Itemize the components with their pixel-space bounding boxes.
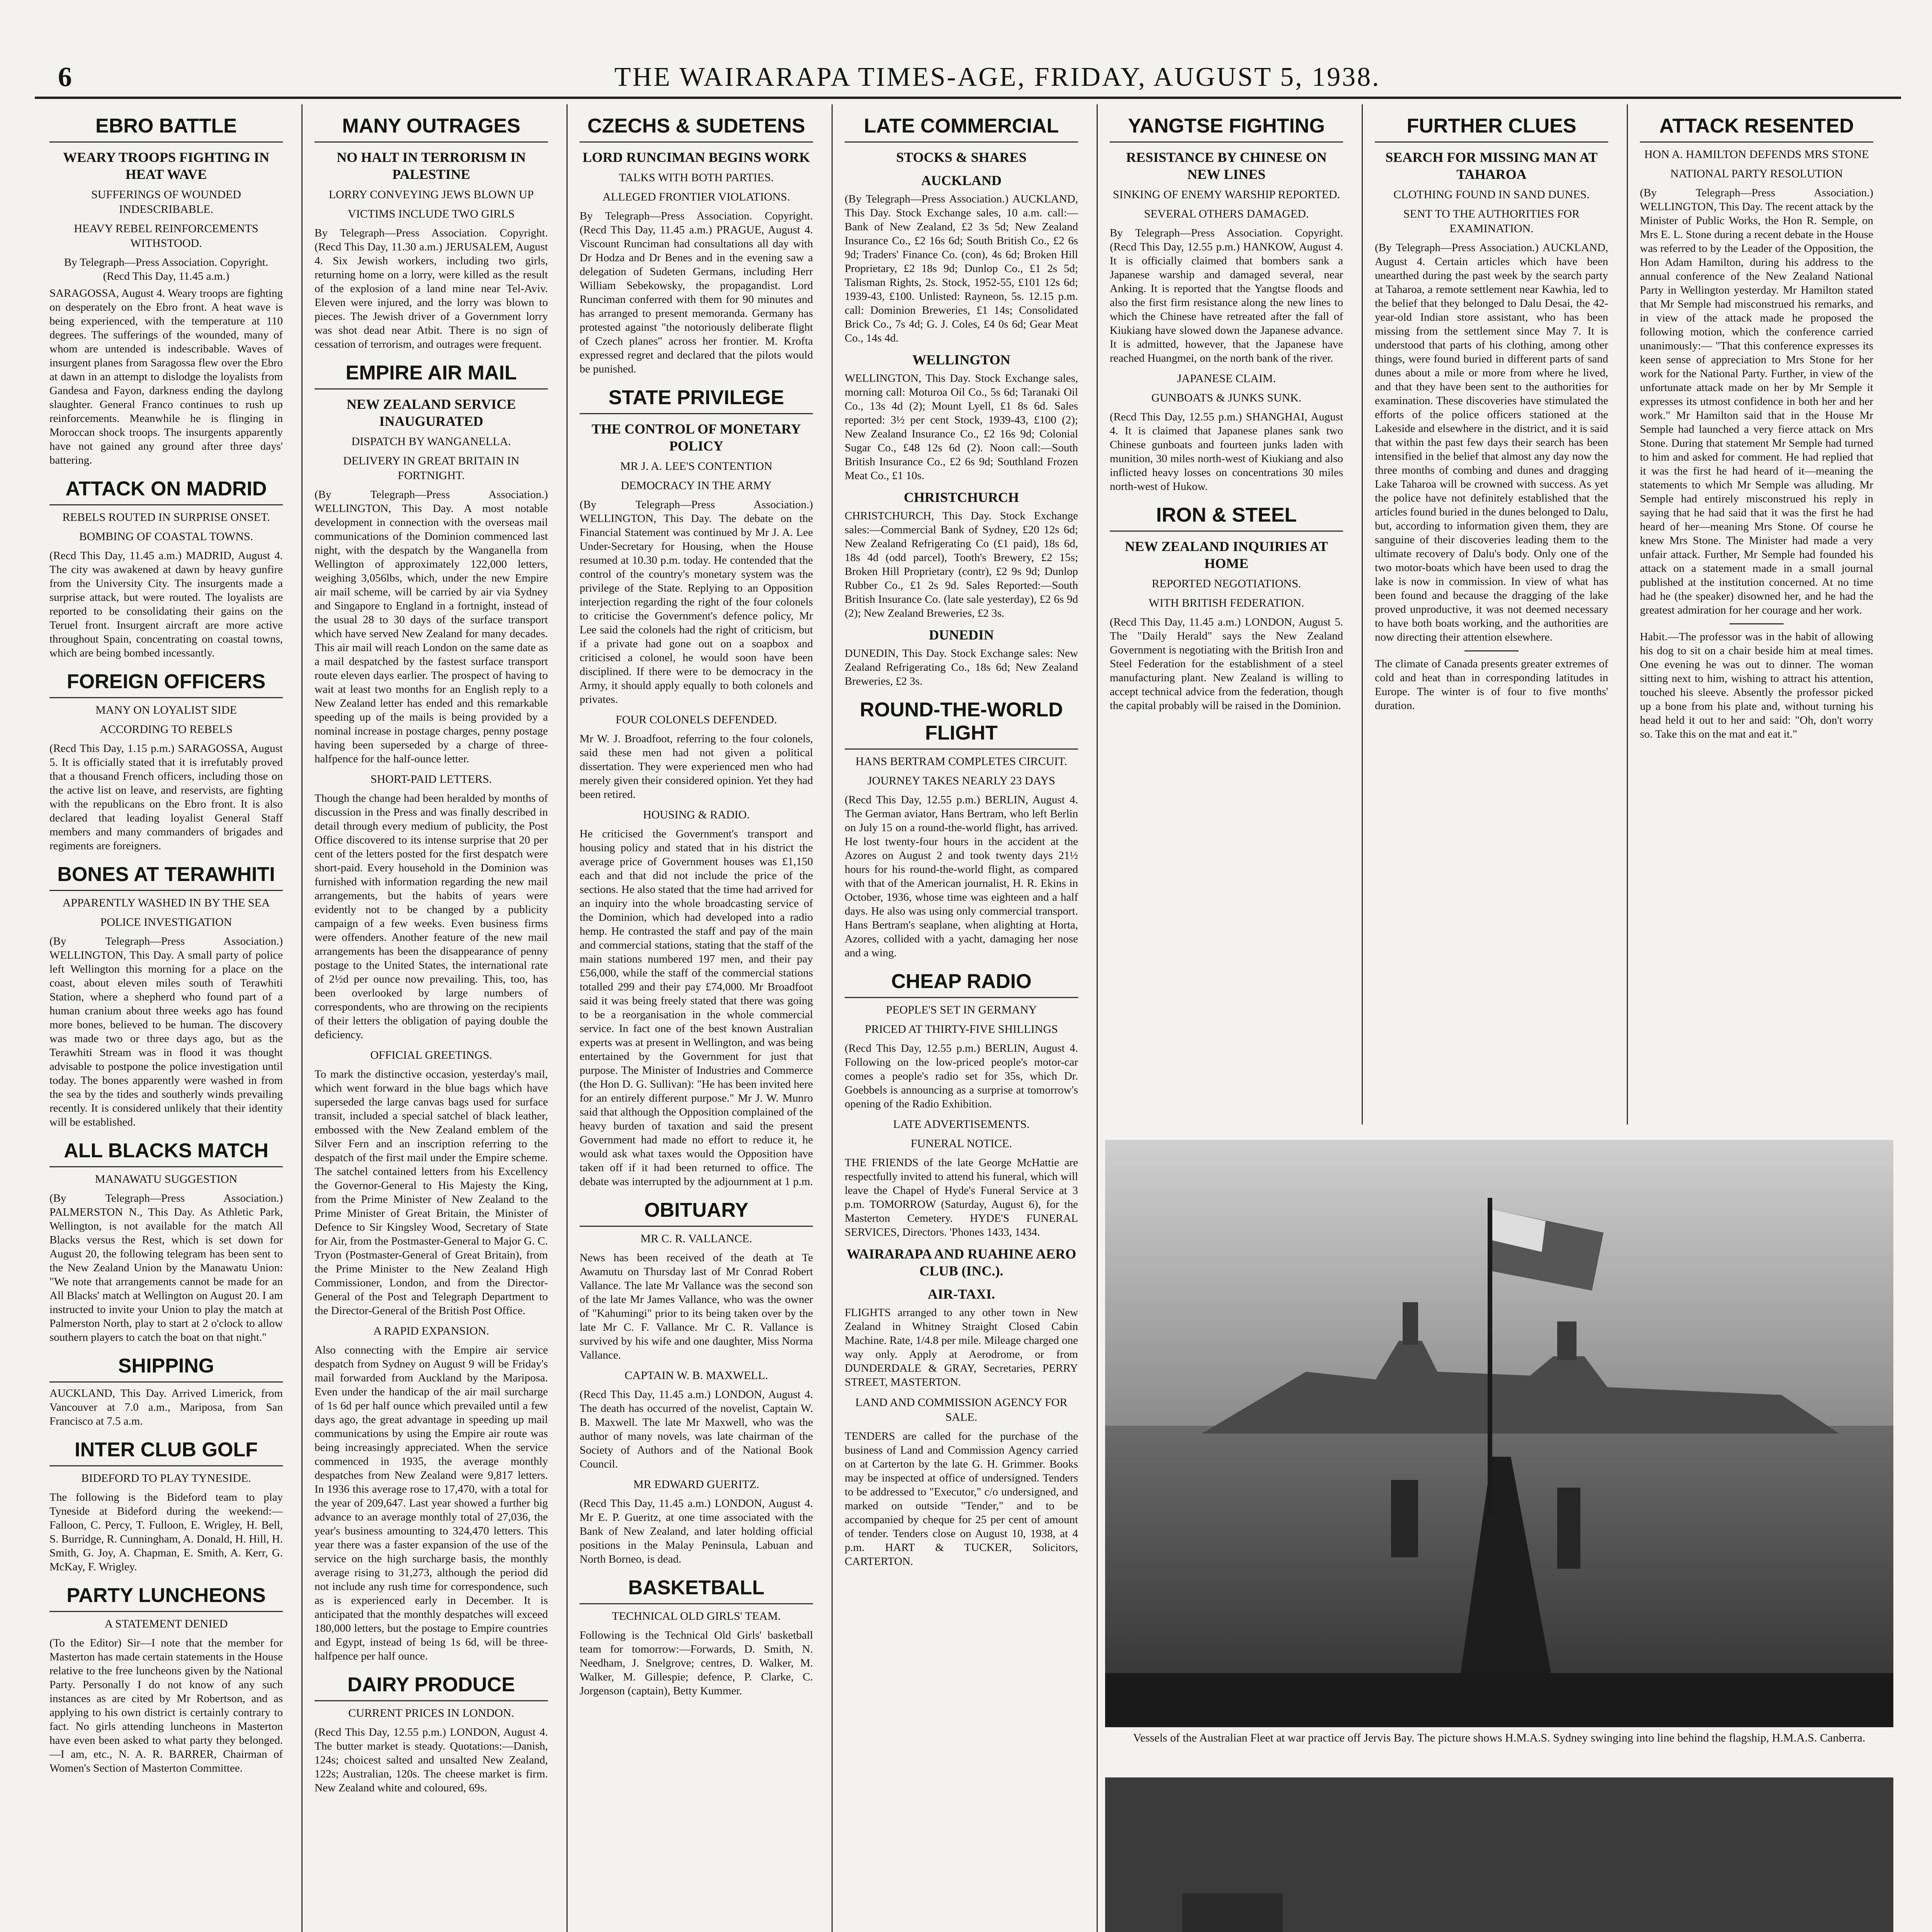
page-number: 6	[58, 61, 72, 92]
navy-photo-image	[1105, 1140, 1893, 1727]
article-body: SARAGOSSA, August 4. Weary troops are fighting on desperately on the Ebro front. A heat wave is being experienced, with the temperature at 110 degrees. The sufferings of the wounded, many of whom are untended is indescribable. Waves of insurgent planes from Saragossa flew over the Ebro at dawn in an attempt to dislodge the loyalists from Gandesa and Fayon, darkness ending the daylong slaughter. General Franco continues to rush up reinforcements. Meanwhile he is flinging in Moroccan shock troops. The insurgents apparently have not gained any ground after three days' battering.	[49, 287, 283, 466]
advertisement: FLIGHTS arranged to any other town in New Zealand in Whitney Straight Closed Cabin Machine. Rate, 1/4.8 per mile. Mileage charged one way only. Apply at Aerodrome, or from DUNDERDALE & GRAY, Secretaries, PERRY STREET, MASTERTON.	[845, 1306, 1078, 1388]
article-body: Mr W. J. Broadfoot, referring to the four colonels, said these men had not given a political dissertation. They were experienced men who had merely given their considered opinion. Yet they had been retired.	[580, 733, 813, 801]
subheading: RESISTANCE BY CHINESE ON NEW LINES	[1126, 150, 1327, 182]
article-body: (By Telegraph—Press Association.) AUCKLAND, August 4. Certain articles which have been unearthed during the past week by the search party at Taharoa, a remote settlement near Kawhia, led to the belief that they belonged to Dalu Desai, the 42-year-old Indian store assistant, who has been missing from the settlement since May 7. It is understood that parts of his clothing, among other things, were found buried in different parts of sand dunes about a mile or more from where he lived, and that they have been sent to the authorities for examination. These discoveries have stimulated the efforts of the police officers stationed at the Lakeside and elsewhere in the district, and it is said that within the past few days their search has been intensified in the belief that almost any day now the three months of combing and dunes and dragging Lake Taharoa will be crowned with success. As yet the police have not definitely established that the articles found buried in the dunes belonged to Dalu, but, according to information given them, they are sanguine of their discoveries leading them to the ultimate recovery of Dalu's body. Only one of the two motor-boats which have been used to drag the lake is now in commission. In view of what has been found and because the dragging of the lake proved unproductive, it was not deemed necessary to have both boats working, and the authorities are now directing their attention elsewhere.	[1375, 242, 1608, 643]
article-body: (Recd This Day, 11.45 a.m.) LONDON, August 5. The "Daily Herald" says the New Zealand Government is negotiating with the British Iron and Steel Federation for the establishment of a steel manufacturing plant. New Zealand is willing to accept technical advice from the federation, though the capital probably will be raised in the Dominion.	[1110, 616, 1343, 712]
subheading: CHRISTCHURCH	[903, 490, 1019, 505]
article-body: Following is the Technical Old Girls' basketball team for tomorrow:—Forwards, D. Smith, N. Needham, J. Snelgrove; centres, D. Walker, M. Walker, M. Gillespie; defence, P. Clarke, C. Jorgenson (captain), Betty Kummer.	[580, 1629, 813, 1697]
subheading: AUCKLAND	[921, 173, 1002, 188]
column-rule	[1362, 104, 1363, 1124]
subheading: WITH BRITISH FEDERATION.	[1148, 597, 1304, 609]
column-1	[43, 104, 290, 1932]
subheading: LORD RUNCIMAN BEGINS WORK	[582, 150, 810, 165]
subheading: SINKING OF ENEMY WARSHIP REPORTED.	[1113, 188, 1340, 201]
column-2	[308, 104, 555, 1932]
subheading: AIR-TAXI.	[927, 1286, 995, 1302]
subheading: DELIVERY IN GREAT BRITAIN IN FORTNIGHT.	[343, 454, 519, 482]
subheading: THE CONTROL OF MONETARY POLICY	[592, 421, 801, 454]
subheading: DUNEDIN	[929, 627, 994, 643]
subheading: MANY ON LOYALIST SIDE	[95, 704, 237, 716]
subheading: HOUSING & RADIO.	[643, 808, 750, 821]
article-body: DUNEDIN, This Day. Stock Exchange sales: New Zealand Refrigerating Co., 18s 6d; New Zealand Breweries, £2 3s.	[845, 647, 1078, 687]
subheading: SENT TO THE AUTHORITIES FOR EXAMINATION.	[1403, 207, 1580, 235]
divider	[1730, 623, 1784, 624]
subheading: DISPATCH BY WANGANELLA.	[351, 435, 511, 448]
subheading: CURRENT PRICES IN LONDON.	[348, 1707, 514, 1719]
column-rule	[1627, 104, 1628, 1124]
article-body: Habit.—The professor was in the habit of allowing his dog to sit on a chair beside him at meal times. One evening he was out to dinner. The woman sitting next to him, wishing to attract his attention, touched his sleeve. Absently the professor picked up a bone from his plate and, without turning his head held it out to her and said: "Oh, don't worry so. Take this on the mat and eat it."	[1640, 631, 1873, 740]
headline: ATTACK RESENTED	[1640, 114, 1873, 143]
navy-photo-caption: Vessels of the Australian Fleet at war practice off Jervis Bay. The picture shows H.M.A.S. Sydney swinging into line behind the flagship, H.M.A.S. Canberra.	[1133, 1731, 1866, 1744]
headline: STATE PRIVILEGE	[580, 386, 813, 414]
subheading: FUNERAL NOTICE.	[910, 1137, 1012, 1150]
subheading: REPORTED NEGOTIATIONS.	[1151, 577, 1301, 590]
column-rule	[301, 104, 303, 1932]
article-body: (By Telegraph—Press Association.) WELLINGTON, This Day. A most notable development in connection with the overseas mail communications of the Dominion commenced last night, with the despatch by the Wanganella from Wellington of approximately 122,000 letters, weighing 3,056lbs, which, under the new Empire air mail scheme, will be carried by air via Sydney and Singapore to England in a fortnight, instead of the usual 28 to 30 days of the surface transport which have served New Zealand for many decades. This air mail will reach London on the same date as a mail despatched by the fastest surface transport route eleven days earlier. The prospect of having to wait at least two months for an English reply to a New Zealand letter has ended and this remarkable speeding up of the mails is being provided by a nominal increase in postage charges, penny postage having been superseded by a charge of three-halfpence for the half-ounce letter.	[315, 488, 548, 765]
headline: YANGTSE FIGHTING	[1110, 114, 1343, 143]
headline: LATE COMMERCIAL	[845, 114, 1078, 143]
subheading: WELLINGTON	[912, 352, 1010, 367]
article-body: Also connecting with the Empire air service despatch from Sydney on August 9 will be Friday's mail forwarded from Auckland by the Mariposa. Even under the handicap of the air mail surcharge of 1s 6d per half ounce which prevailed until a few days ago, the great advantage in speeding up mail communications by using the Empire air route was being increasingly appreciated. When the service commenced in 1935, the average monthly despatches from New Zealand were 9,817 letters. In 1936 this average rose to 17,470, with a total for the year of 209,647. Last year showed a further big advance to an average monthly total of 27,036, the year's business amounting to 324,470 letters. This year there was a faster expansion of the use of the service on the high surcharge basis, the monthly average rising to 31,273, although the period did not include any rush time for correspondence, such as is experienced early in December. It is anticipated that the monthly despatches will exceed 180,000 letters, but the postage to Empire countries and Egypt, instead of being 1s 6d, will be three-halfpence per half ounce.	[315, 1344, 548, 1662]
article-body: (Recd This Day, 12.55 p.m.) BERLIN, August 4. Following on the low-priced people's motor-car comes a people's radio set for 35s, which Dr. Goebbels is announcing as a surprise at tomorrow's opening of the Radio Exhibition.	[845, 1042, 1078, 1110]
article-body: (Recd This Day, 1.15 p.m.) SARAGOSSA, August 5. It is officially stated that it is irrefutably proved that a thousand French officers, including those on the active list on leave, and reservists, are fighting with the republicans on the Ebro front. It is also declared that leading loyalist General Staff members and many commanders of brigades and regiments are foreigners.	[49, 742, 283, 852]
article-body: (By Telegraph—Press Association.) WELLINGTON, This Day. The debate on the Financial Statement was continued by Mr J. A. Lee Under-Secretary for Housing, when the House resumed at 10.30 p.m. today. He contended that the control of the country's monetary system was the privilege of the State. Replying to an Opposition interjection regarding the right of the four colonels to criticise the Government's defence policy, Mr Lee said the colonels had the right of criticism, but if a private had gone out on a soapbox and criticised a colonel, he would soon have been disciplined. If there were to be democracy in the Army, it should apply equally to both colonels and privates.	[580, 498, 813, 706]
article-body: (Recd This Day, 12.55 p.m.) BERLIN, August 4. The German aviator, Hans Bertram, who left Berlin on July 15 on a round-the-world flight, has arrived. He lost twenty-four hours in the accident at the Azores on August 2 and took twenty days 21½ hours for his round-the-world flight, as compared with that of the American journalist, H. R. Ekins in October, 1936, whose time was eighteen and a half days. He also was using only commercial transport. Hans Bertram's seaplane, when alighting at Horta, Azores, collided with a yacht, damaging her nose and a wing.	[845, 794, 1078, 959]
column-5	[1103, 104, 1350, 1124]
headline: EBRO BATTLE	[49, 114, 283, 143]
article-body: (By Telegraph—Press Association.) WELLINGTON, This Day. The recent attack by the Minister of Public Works, the Hon R. Semple, on Mrs E. L. Stone during a recent debate in the House was referred to by the Leader of the Opposition, the Hon Adam Hamilton, during his address to the annual conference of the New Zealand National Party in Wellington yesterday. Mr Hamilton stated that Mr Semple had misconstrued his remarks, and in view of the attack made he proposed the following motion, which the conference carried unanimously:— "That this conference expresses its keen sense of appreciation to Mrs Stone for her work for the National Party. Further, in view of the unfortunate attack made on her by Mr Semple it expresses its utmost confidence in both her and her work." Mr Hamilton said that in the House Mr Semple had launched a very fierce attack on Mrs Stone. During that statement Mr Semple had turned to him and asked for comment. He had replied that it was the first he had heard of it—meaning the statements to which Mr Semple was alluding. Mr Semple had entirely misconstrued his reply in saying that he had said that it was the first he had heard of her—meaning Mrs Stone. Of course he knew Mrs Stone. The Minister had made a very unfair attack. Further, Mr Semple had founded his attack on a statement made in a small journal published at the institution concerned. At no time had he (the speaker) disowned her, and he had the greatest admiration for her courage and her work.	[1640, 187, 1873, 616]
article-body: News has been received of the death at Te Awamutu on Thursday last of Mr Conrad Robert Vallance. The late Mr Vallance was the second son of the late Mr James Vallance, who was the owner of "Kahumingi" prior to its being taken over by the late Mr C. F. Vallance. Mr C. R. Vallance is survived by his wife and one daughter, Miss Norma Vallance.	[580, 1252, 813, 1361]
subheading: WAIRARAPA AND RUAHINE AERO CLUB (INC.).	[846, 1246, 1077, 1279]
subheading: NO HALT IN TERRORISM IN PALESTINE	[337, 150, 526, 182]
article-body: (By Telegraph—Press Association.) PALMERSTON N., This Day. As Athletic Park, Wellington, is not available for the match All Blacks versus the Rest, which is set down for August 20, the following telegram has been sent to the New Zealand Union by the Manawatu Union: "We note that arrangements cannot be made for an All Blacks' match at Wellington on August 20. I am instructed to invite your Union to play the match at Palmerston North, play to start at 2 o'clock to allow southern players to catch the boat on that night."	[49, 1192, 283, 1344]
subheading: TALKS WITH BOTH PARTIES.	[619, 171, 774, 184]
subheading: SEARCH FOR MISSING MAN AT TAHAROA	[1385, 150, 1598, 182]
article-body: To mark the distinctive occasion, yesterday's mail, which went forward in the blue bags which have superseded the large canvas bags used for surface transit, included a special satchel of black leather, embossed with the New Zealand emblem of the Silver Fern and an inscription referring to the despatch of the first mail under the Empire scheme. The satchel contained letters from his Excellency the Governor-General to His Majesty the King, from the Prime Minister of New Zealand to the Prime Minister of Great Britain, the Minister of Defence to Sir Kingsley Wood, Secretary of State for Air, from the Postmaster-General to Major G. C. Tryon (Postmaster-General of Great Britain), from the Prime Minister to the New Zealand High Commissioner, London, and from the Director-General of the Post and Telegraph Department to the Director-General of the British Post Office.	[315, 1068, 548, 1317]
column-7	[1633, 104, 1880, 1124]
article-body: By Telegraph—Press Association. Copyright. (Recd This Day, 11.30 a.m.) JERUSALEM, August 4. Six Jewish workers, including two girls, returning home on a lorry, were killed as the result of the explosion of a land mine near Tel-Aviv. Eleven were injured, and the lorry was blown to pieces. The Jewish driver of a Government lorry was shot dead near Atbit. There is no sign of cessation of terrorism, and outrages were frequent.	[315, 227, 548, 350]
headline: CZECHS & SUDETENS	[580, 114, 813, 143]
subheading: NEW ZEALAND INQUIRIES AT HOME	[1125, 539, 1328, 571]
article-body: (Recd This Day, 12.55 p.m.) LONDON, August 4. The butter market is steady. Quotations:—Danish, 124s; choicest salted and unsalted New Zealand, 122s; Australian, 120s. The cheese market is firm. New Zealand white and coloured, 69s.	[315, 1726, 548, 1794]
article-body: WELLINGTON, This Day. Stock Exchange sales, morning call: Moturoa Oil Co., 5s 6d; Taranaki Oil Co., 13s 4d (2); Mount Lyell, £1 8s 6d. Sales reported: 3½ per cent Stock, 1939-43, £100 (2); New Zealand Insurance Co., £2 16s 9d; Colonial Sugar Co., £48 12s 6d (2). Noon call:—South British Insurance Co., £2 6s 9d; Southland Frozen Meat Co., £1 10s.	[845, 372, 1078, 482]
subheading: SHORT-PAID LETTERS.	[370, 773, 492, 786]
subheading: BIDEFORD TO PLAY TYNESIDE.	[81, 1472, 251, 1485]
newspaper-title: THE WAIRARAPA TIMES-AGE, FRIDAY, AUGUST 5, 1938.	[614, 62, 1381, 92]
subheading: LORRY CONVEYING JEWS BLOWN UP	[328, 188, 534, 201]
subheading: GUNBOATS & JUNKS SUNK.	[1151, 391, 1302, 404]
article-body: CHRISTCHURCH, This Day. Stock Exchange sales:—Commercial Bank of Sydney, £20 12s 6d; New Zealand Refrigerating Co (£1 paid), 18s 6d, 18s 4d (odd parcel), Tooth's Brewery, £2 15s; Broken Hill Proprietary (contr), £2 9s 9d; Dunlop Rubber Co., £1 2s 9d. Sales Reported:—South British Insurance Co. (late sale yesterday), £2 6s 9d (2); New Zealand Breweries, £2 3s.	[845, 510, 1078, 619]
subheading: ALLEGED FRONTIER VIOLATIONS.	[602, 190, 790, 203]
subheading: APPARENTLY WASHED IN BY THE SEA	[62, 896, 270, 909]
article-body: The following is the Bideford team to play Tyneside at Bideford during the weekend:—Falloon, C. Percy, T. Fulloon, E. Wrigley, H. Bell, S. Burridge, R. Cunningham, A. Donald, H. Hill, H. Smith, G. Joy, A. Chapman, E. Smith, A. Kerr, G. McKay, F. Wrigley.	[49, 1491, 283, 1573]
headline: MANY OUTRAGES	[315, 114, 548, 143]
subheading: PRICED AT THIRTY-FIVE SHILLINGS	[865, 1023, 1058, 1036]
headline: ATTACK ON MADRID	[49, 477, 283, 505]
article-body: (To the Editor) Sir—I note that the member for Masterton has made certain statements in the House relative to the free luncheons given by the National Party. Personally I do not know of any such instances as are cited by Mr Robertson, and as applying to his own district is certainly contrary to fact. No girls attending luncheons in Masterton have even been asked to what party they belonged.—I am, etc., N. A. R. BARRER, Chairman of Women's Section of Masterton Committee.	[49, 1637, 283, 1774]
column-4	[838, 104, 1085, 1932]
rugby-photo-image	[1105, 1777, 1893, 1932]
article-body: (Recd This Day, 11.45 a.m.) LONDON, August 4. The death has occurred of the novelist, Captain W. B. Maxwell. The late Mr Maxwell, who was the author of many novels, was late chairman of the Society of Authors and of the National Book Council.	[580, 1388, 813, 1470]
article-body: By Telegraph—Press Association. Copyright. (Recd This Day, 12.55 p.m.) HANKOW, August 4. It is officially claimed that bombers sank a Japanese warship and damaged several, near Anking. It is reported that the Yangtse floods and also the first firm resistance along the new lines to which the Chinese have retreated after the fall of Kiukiang have slowed down the Japanese advance. It is admitted, however, that the Japanese have reached Huangmei, on the north bank of the river.	[1110, 227, 1343, 364]
subheading: LAND AND COMMISSION AGENCY FOR SALE.	[855, 1396, 1068, 1423]
subheading: ACCORDING TO REBELS	[100, 723, 233, 736]
subheading: OFFICIAL GREETINGS.	[370, 1049, 492, 1061]
article-body: (Recd This Day, 11.45 a.m.) LONDON, August 4. Mr E. P. Gueritz, at one time associated with the Bank of New Zealand, and later holding official positions in the Malay Peninsula, Labuan and North Borneo, is dead.	[580, 1497, 813, 1565]
subheading: TECHNICAL OLD GIRLS' TEAM.	[612, 1610, 781, 1622]
subheading: JAPANESE CLAIM.	[1177, 372, 1276, 385]
article-body: Though the change had been heralded by months of discussion in the Press and was finally described in detail through every medium of publicity, the Post Office discovered to its intense surprise that 20 per cent of the letters posted for the first despatch were short-paid. Every household in the Dominion was furnished with information regarding the new mail arrangements, but the habits of years were evidently not to be changed by a publicity campaign of a few weeks. Even business firms were offenders. Another feature of the new mail arrangements has been the disappearance of penny postage to the United States, the international rate of 2½d per ounce now prevailing. This, too, has been overlooked by large numbers of correspondents, who are throwing on the recipients of their letters the obligation of paying double the deficiency.	[315, 792, 548, 1041]
subheading: NATIONAL PARTY RESOLUTION	[1670, 167, 1843, 180]
headline: ROUND-THE-WORLD FLIGHT	[845, 698, 1078, 750]
subheading: HEAVY REBEL REINFORCEMENTS WITHSTOOD.	[74, 222, 259, 250]
subheading: VICTIMS INCLUDE TWO GIRLS	[348, 207, 515, 220]
article-body: The climate of Canada presents greater extremes of cold and heat than in corresponding latitudes in Europe. The winter is of four to five months' duration.	[1375, 658, 1608, 712]
subheading: MR EDWARD GUERITZ.	[633, 1478, 759, 1491]
headline: SHIPPING	[49, 1354, 283, 1383]
headline: FURTHER CLUES	[1375, 114, 1608, 143]
article-body: He criticised the Government's transport and housing policy and stated that in his district the average price of Government houses was £1,150 each and that did not include the price of the sections. He also stated that the time had arrived for an inquiry into the whole broadcasting service of the Dominion, which had developed into a radio hemp. He contrasted the staff and pay of the main and commercial stations, stating that the staff of the main stations numbered 197 men, and their pay £56,000, while the staff of the commercial stations totalled 299 and their pay £74,000. Mr Broadfoot said it was being freely stated that there was going to be a reorganisation in the whole commercial service. In fact one of the best known Australian experts was at present in Wellington, and was being entertained by the Government for just that purpose. The Minister of Industries and Commerce (the Hon D. G. Sullivan): "He has been invited here for an entirely different purpose." Mr J. W. Munro said that although the Opposition complained of the heavy burden of taxation and said the present Government had made no effort to reduce it, he would ask what taxes would the Opposition have taken off if it had been returned to office. The debate was interrupted by the adjournment at 1 p.m.	[580, 828, 813, 1188]
subheading: A STATEMENT DENIED	[104, 1617, 228, 1630]
subheading: MR C. R. VALLANCE.	[640, 1232, 752, 1245]
subheading: LATE ADVERTISEMENTS.	[893, 1118, 1030, 1131]
headline: INTER CLUB GOLF	[49, 1438, 283, 1466]
byline: By Telegraph—Press Association. Copyright. (Recd This Day, 11.45 a.m.)	[64, 256, 269, 282]
headline: BASKETBALL	[580, 1576, 813, 1604]
subheading: A RAPID EXPANSION.	[373, 1325, 489, 1337]
article-body: (Recd This Day, 11.45 a.m.) MADRID, August 4. The city was awakened at dawn by heavy gunfire from the University City. The insurgents made a surprise attack, but were routed. The loyalists are reported to be consolidating their gains on the Teruel front. Insurgent aircraft are more active throughout Spain, concentrating on coastal towns, which are being bombed incessantly.	[49, 549, 283, 659]
headline: PARTY LUNCHEONS	[49, 1584, 283, 1612]
subheading: JOURNEY TAKES NEARLY 23 DAYS	[867, 774, 1055, 787]
column-rule	[566, 104, 568, 1932]
article-body: (By Telegraph—Press Association.) AUCKLAND, This Day. Stock Exchange sales, 10 a.m. call:—Bank of New Zealand, £2 3s 5d; New Zealand Insurance Co., £2 16s 6d; South British Co., £2 6s 9d; Traders' Finance Co. (con), 4s 6d; Broken Hill Proprietary, £2 18s 9d; Dunlop Co., £1 2s 5d; Talisman Rights, 2s. Stock, 1952-55, £101 12s 6d; 1939-43, £100. Unlisted: Rayneon, 5s. 12.15 p.m. call: Dominion Breweries, £1 14s; Consolidated Brick Co., 7s 4d; G. J. Coles, £4 0s 6d; Gear Meat Co., 14s 4d.	[845, 193, 1078, 344]
subheading: POLICE INVESTIGATION	[100, 916, 232, 929]
rugby-photo	[1105, 1777, 1893, 1932]
column-3	[573, 104, 820, 1932]
article-body: (By Telegraph—Press Association.) WELLINGTON, This Day. A small party of police left Wellington this morning for a place on the coast, about eleven miles south of Terawhiti Station, where a shepherd who found part of a human cranium about three weeks ago has found more bones, believed to be human. The discovery was made two or three days ago, but as the Terawhiti Stream was in flood it was thought advisable to postpone the police investigation until today. The bones apparently were washed in from the sea by the tides and southerly winds prevailing recently. It is considered unlikely that their identity will be established.	[49, 935, 283, 1128]
headline: BONES AT TERAWHITI	[49, 863, 283, 891]
subheading: STOCKS & SHARES	[896, 150, 1027, 165]
headline: OBITUARY	[580, 1199, 813, 1227]
article-body: (Recd This Day, 12.55 p.m.) SHANGHAI, August 4. It is claimed that Japanese planes sank two Chinese gunboats and fourteen junks laden with munition, 30 miles north-west of Kiukiang and also inflicted heavy losses on concentrations 30 miles north-west of Hukow.	[1110, 411, 1343, 493]
subheading: FOUR COLONELS DEFENDED.	[616, 713, 777, 726]
subheading: SEVERAL OTHERS DAMAGED.	[1144, 207, 1309, 220]
subheading: BOMBING OF COASTAL TOWNS.	[79, 530, 253, 543]
subheading: MANAWATU SUGGESTION	[95, 1173, 238, 1185]
advertisement: TENDERS are called for the purchase of the business of Land and Commission Agency carried on at Carterton by the late G. H. Grimmer. Books may be inspected at office of undersigned. Tenders to be addressed to "Executor," c/o undersigned, and marked on outside "Tender," and to be accompanied by cheque for 25 per cent of amount of tender. Tenders close on August 10, 1938, at 4 p.m. HART & TUCKER, Solicitors, CARTERTON.	[845, 1430, 1078, 1568]
subheading: HON A. HAMILTON DEFENDS MRS STONE	[1644, 148, 1869, 161]
headline: IRON & STEEL	[1110, 503, 1343, 532]
subheading: CAPTAIN W. B. MAXWELL.	[624, 1369, 768, 1382]
headline: CHEAP RADIO	[845, 970, 1078, 998]
subheading: SUFFERINGS OF WOUNDED INDESCRIBABLE.	[91, 188, 241, 216]
divider	[1464, 650, 1519, 651]
column-6	[1368, 104, 1615, 1124]
column-rule	[832, 104, 833, 1932]
subheading: NEW ZEALAND SERVICE INAUGURATED	[346, 396, 516, 429]
article-body: By Telegraph—Press Association. Copyright. (Recd This Day, 11.45 a.m.) PRAGUE, August 4. Viscount Runciman had consultations all day with Dr Hodza and Dr Benes and in the evening saw a delegation of Sudeten Germans, including Herr William Sebekowsky, the propagandist. Lord Runciman conferred with them for 90 minutes and has arranged to present memoranda. Germany has protested against "the notoriously deliberate flight of Czech planes" across her frontier. M. Krofta expressed regret and declared that the pilots would be punished.	[580, 210, 813, 375]
column-rule	[1097, 104, 1098, 1932]
headline: EMPIRE AIR MAIL	[315, 361, 548, 389]
subheading: MR J. A. LEE'S CONTENTION	[620, 460, 772, 473]
headline: DAIRY PRODUCE	[315, 1673, 548, 1701]
advertisement: THE FRIENDS of the late George McHattie are respectfully invited to attend his funeral, which will leave the Chapel of Hyde's Funeral Service at 3 p.m. TOMORROW (Saturday, August 6), for the Masterton Cemetery. HYDE'S FUNERAL SERVICES, Directors. 'Phones 1433, 1434.	[845, 1156, 1078, 1238]
subheading: WEARY TROOPS FIGHTING IN HEAT WAVE	[63, 150, 269, 182]
subheading: CLOTHING FOUND IN SAND DUNES.	[1393, 188, 1590, 201]
subheading: HANS BERTRAM COMPLETES CIRCUIT.	[855, 755, 1067, 768]
headline: ALL BLACKS MATCH	[49, 1139, 283, 1167]
navy-photo	[1105, 1140, 1893, 1727]
article-body: AUCKLAND, This Day. Arrived Limerick, from Vancouver at 7.0 a.m., Mariposa, from San Francisco at 7.5 a.m.	[49, 1387, 283, 1427]
headline: FOREIGN OFFICERS	[49, 670, 283, 698]
columns	[43, 104, 1897, 1932]
subheading: DEMOCRACY IN THE ARMY	[621, 479, 772, 492]
subheading: PEOPLE'S SET IN GERMANY	[886, 1003, 1037, 1016]
masthead	[35, 54, 1901, 99]
subheading: REBELS ROUTED IN SURPRISE ONSET.	[62, 511, 270, 524]
